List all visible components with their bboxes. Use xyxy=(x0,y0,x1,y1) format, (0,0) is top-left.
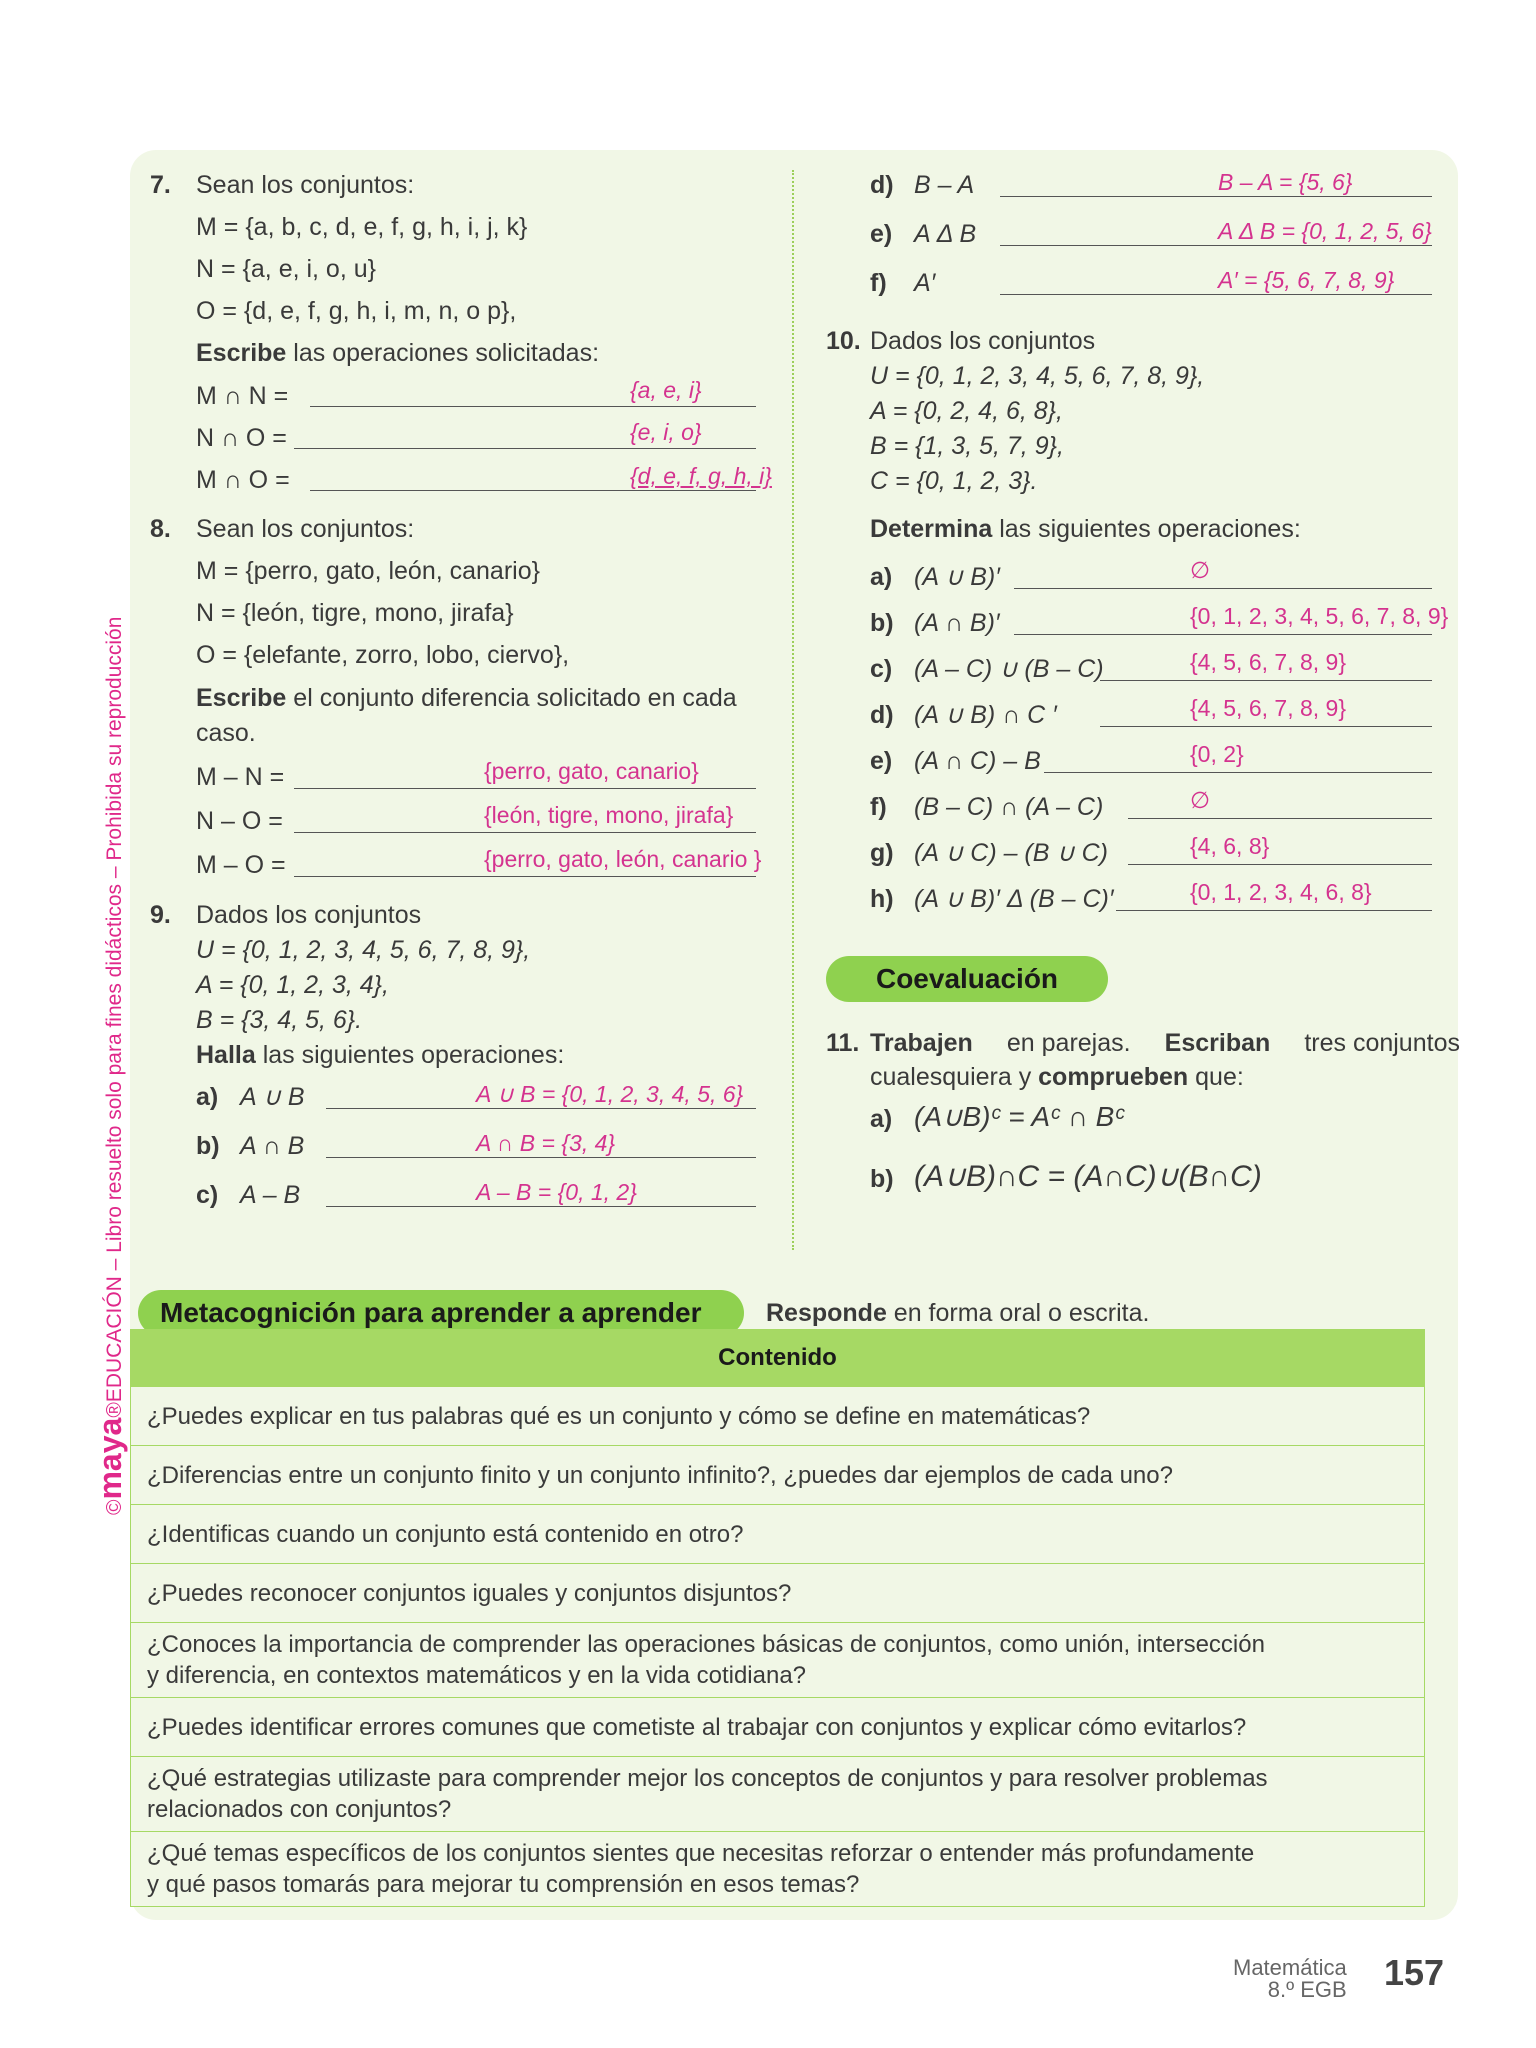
ex8-set-o: O = {elefante, zorro, lobo, ciervo}, xyxy=(196,641,570,669)
ex10-item-label: (A ∪ B)′ Δ (B – C)′ xyxy=(914,885,1114,913)
ex9-instruction: Halla las siguientes operaciones: xyxy=(196,1041,565,1069)
ex7-set-n: N = {a, e, i, o, u} xyxy=(196,255,376,283)
ex10-instruction: Determina las siguientes operaciones: xyxy=(870,515,1301,543)
ex7-answer: {e, i, o} xyxy=(630,419,702,445)
answer-line xyxy=(1000,294,1432,295)
ex10-set-u: U = {0, 1, 2, 3, 4, 5, 6, 7, 8, 9}, xyxy=(870,362,1205,390)
ex8-answer: {león, tigre, mono, jirafa} xyxy=(484,802,734,828)
ex10-item-letter: f) xyxy=(870,793,887,821)
answer-line xyxy=(1100,680,1432,681)
ex9-item-label: A ∩ B xyxy=(240,1132,305,1160)
answer-line xyxy=(1044,772,1432,773)
ex10-item-letter: e) xyxy=(870,747,893,775)
answer-line xyxy=(310,490,756,491)
ex9-item-label: A ∪ B xyxy=(240,1083,305,1111)
ex10-answer: {4, 6, 8} xyxy=(1190,833,1270,859)
table-cell: ¿Identificas cuando un conjunto está contenido en otro? xyxy=(131,1505,1425,1564)
ex10-intro: Dados los conjuntos xyxy=(870,327,1096,355)
metacognicion-instruction: Responde en forma oral o escrita. xyxy=(766,1299,1150,1327)
ex9-item-letter: d) xyxy=(870,171,894,199)
ex8-set-n: N = {león, tigre, mono, jirafa} xyxy=(196,599,514,627)
ex9-answer: A′ = {5, 6, 7, 8, 9} xyxy=(1218,267,1395,293)
ex9-answer: A ∪ B = {0, 1, 2, 3, 4, 5, 6} xyxy=(476,1081,744,1107)
ex9-intro: Dados los conjuntos xyxy=(196,901,422,929)
ex7-answer: {a, e, i} xyxy=(630,377,702,403)
ex9-item-label: A Δ B xyxy=(914,220,977,248)
table-row xyxy=(131,1698,1425,1757)
ex10-item-letter: d) xyxy=(870,701,894,729)
ex8-answer: {perro, gato, león, canario } xyxy=(484,846,762,872)
ex8-op-label: M – O = xyxy=(196,851,286,879)
table-row xyxy=(131,1387,1425,1446)
table-row xyxy=(131,1623,1425,1698)
ex7-instruction: Escribe las operaciones solicitadas: xyxy=(196,339,600,367)
ex10-item-letter: a) xyxy=(870,563,893,591)
table-cell: ¿Conoces la importancia de comprender las operaciones básicas de conjuntos, como unión, intersección y diferencia, en contextos matemáticos y en la vida cotidiana? xyxy=(131,1623,1425,1698)
ex9-item-letter: e) xyxy=(870,220,893,248)
answer-line xyxy=(1128,818,1432,819)
table-cell: ¿Puedes reconocer conjuntos iguales y conjuntos disjuntos? xyxy=(131,1564,1425,1623)
ex8-op-label: N – O = xyxy=(196,807,283,835)
ex9-set-u: U = {0, 1, 2, 3, 4, 5, 6, 7, 8, 9}, xyxy=(196,936,531,964)
answer-line xyxy=(326,1206,756,1207)
ex9-answer: B – A = {5, 6} xyxy=(1218,169,1353,195)
ex10-set-b: B = {1, 3, 5, 7, 9}, xyxy=(870,432,1064,460)
ex8-instruction-cont: caso. xyxy=(196,719,256,747)
ex9-number: 9. xyxy=(150,901,171,929)
ex8-instruction: Escribe el conjunto diferencia solicitado en cada xyxy=(196,684,737,712)
ex10-answer: {0, 1, 2, 3, 4, 5, 6, 7, 8, 9} xyxy=(1190,603,1449,629)
ex7-answer: {d, e, f, g, h, i} xyxy=(630,463,772,489)
copyright-sidebar: ©maya®EDUCACIÓN – Libro resuelto solo para fines didácticos – Prohibida su reproducción xyxy=(92,616,128,1515)
answer-line xyxy=(1128,864,1432,865)
ex9-item-letter: b) xyxy=(196,1132,220,1160)
table-header: Contenido xyxy=(131,1330,1425,1387)
answer-line xyxy=(1116,910,1432,911)
ex10-answer: {0, 1, 2, 3, 4, 6, 8} xyxy=(1190,879,1372,905)
ex9-item-letter: c) xyxy=(196,1181,219,1209)
answer-line xyxy=(326,1157,756,1158)
ex9-item-label: A′ xyxy=(914,269,936,297)
table-row xyxy=(131,1757,1425,1832)
ex11-number: 11. xyxy=(826,1029,860,1057)
table-cell: ¿Qué estrategias utilizaste para comprender mejor los conceptos de conjuntos y para resolver problemas relacionados con conjuntos? xyxy=(131,1757,1425,1832)
ex10-item-letter: h) xyxy=(870,885,894,913)
ex8-op-label: M – N = xyxy=(196,763,285,791)
column-divider xyxy=(792,170,794,1250)
ex9-set-a: A = {0, 1, 2, 3, 4}, xyxy=(196,971,389,999)
ex11-a-letter: a) xyxy=(870,1105,893,1133)
ex7-intro: Sean los conjuntos: xyxy=(196,171,415,199)
ex11-b-formula: (A∪B)∩C = (A∩C)∪(B∩C) xyxy=(914,1160,1262,1193)
answer-line xyxy=(294,788,756,789)
ex9-item-letter: f) xyxy=(870,269,887,297)
ex11-line2: cualesquiera y comprueben que: xyxy=(870,1063,1244,1091)
table-row xyxy=(131,1832,1425,1907)
ex10-item-label: (A ∩ B)′ xyxy=(914,609,1000,637)
ex9-item-label: B – A xyxy=(914,171,975,199)
ex10-set-a: A = {0, 2, 4, 6, 8}, xyxy=(870,397,1063,425)
table-cell: ¿Puedes identificar errores comunes que cometiste al trabajar con conjuntos y explicar cómo evitarlos? xyxy=(131,1698,1425,1757)
table-cell: ¿Diferencias entre un conjunto finito y un conjunto infinito?, ¿puedes dar ejemplos de cada uno? xyxy=(131,1446,1425,1505)
ex11-line1: Trabajen en parejas. Escriban tres conjuntos xyxy=(870,1029,1460,1057)
ex7-number: 7. xyxy=(150,171,171,199)
table-row xyxy=(131,1505,1425,1564)
ex9-answer: A – B = {0, 1, 2} xyxy=(476,1179,637,1205)
ex7-set-m: M = {a, b, c, d, e, f, g, h, i, j, k} xyxy=(196,213,528,241)
ex10-set-c: C = {0, 1, 2, 3}. xyxy=(870,467,1038,495)
ex11-a-formula: (A∪B)ᶜ = Aᶜ ∩ Bᶜ xyxy=(914,1101,1125,1132)
ex10-answer: ∅ xyxy=(1190,787,1211,813)
ex9-answer: A ∩ B = {3, 4} xyxy=(476,1130,616,1156)
ex10-item-label: (A ∩ C) – B xyxy=(914,747,1041,775)
ex10-item-label: (A ∪ B) ∩ C ′ xyxy=(914,701,1057,729)
answer-line xyxy=(294,832,756,833)
ex7-set-o: O = {d, e, f, g, h, i, m, n, o p}, xyxy=(196,297,517,325)
answer-line xyxy=(1000,196,1432,197)
ex10-item-label: (A ∪ B)′ xyxy=(914,563,1000,591)
table-cell: ¿Qué temas específicos de los conjuntos sientes que necesitas reforzar o entender más profundamente y qué pasos tomarás para mejorar tu comprensión en esos temas? xyxy=(131,1832,1425,1907)
ex10-answer: {4, 5, 6, 7, 8, 9} xyxy=(1190,695,1347,721)
ex9-item-label: A – B xyxy=(240,1181,301,1209)
ex10-item-letter: g) xyxy=(870,839,894,867)
ex10-item-letter: b) xyxy=(870,609,894,637)
table-row xyxy=(131,1446,1425,1505)
ex8-intro: Sean los conjuntos: xyxy=(196,515,415,543)
page-number: 157 xyxy=(1384,1952,1445,1993)
ex11-b-letter: b) xyxy=(870,1165,894,1193)
answer-line xyxy=(1014,634,1432,635)
ex10-answer: ∅ xyxy=(1190,557,1211,583)
ex8-set-m: M = {perro, gato, león, canario} xyxy=(196,557,540,585)
table-row xyxy=(131,1564,1425,1623)
answer-line xyxy=(294,448,756,449)
maya-logo: maya xyxy=(92,1417,128,1500)
answer-line xyxy=(310,406,756,407)
ex7-op-label: M ∩ N = xyxy=(196,382,289,410)
ex9-set-b: B = {3, 4, 5, 6}. xyxy=(196,1006,363,1034)
ex10-answer: {4, 5, 6, 7, 8, 9} xyxy=(1190,649,1347,675)
ex10-item-label: (A – C) ∪ (B – C) xyxy=(914,655,1104,683)
answer-line xyxy=(1014,588,1432,589)
ex9-answer: A Δ B = {0, 1, 2, 5, 6} xyxy=(1218,218,1432,244)
answer-line xyxy=(1100,726,1432,727)
metacognicion-heading: Metacognición para aprender a aprender xyxy=(138,1290,744,1336)
ex8-answer: {perro, gato, canario} xyxy=(484,758,699,784)
answer-line xyxy=(326,1108,756,1109)
coevaluacion-heading: Coevaluación xyxy=(826,956,1108,1002)
ex7-op-label: N ∩ O = xyxy=(196,424,287,452)
ex10-number: 10. xyxy=(826,327,861,355)
ex10-item-letter: c) xyxy=(870,655,893,683)
ex8-number: 8. xyxy=(150,515,171,543)
ex9-item-letter: a) xyxy=(196,1083,219,1111)
answer-line xyxy=(294,876,756,877)
footer-subject: Matemática 8.º EGB xyxy=(1233,1955,1347,2002)
answer-line xyxy=(1000,245,1432,246)
ex7-op-label: M ∩ O = xyxy=(196,466,290,494)
ex10-item-label: (A ∪ C) – (B ∪ C) xyxy=(914,839,1109,867)
metacognicion-table xyxy=(130,1329,1425,1907)
ex10-item-label: (B – C) ∩ (A – C) xyxy=(914,793,1104,821)
table-cell: ¿Puedes explicar en tus palabras qué es un conjunto y cómo se define en matemáticas? xyxy=(131,1387,1425,1446)
ex10-answer: {0, 2} xyxy=(1190,741,1244,767)
